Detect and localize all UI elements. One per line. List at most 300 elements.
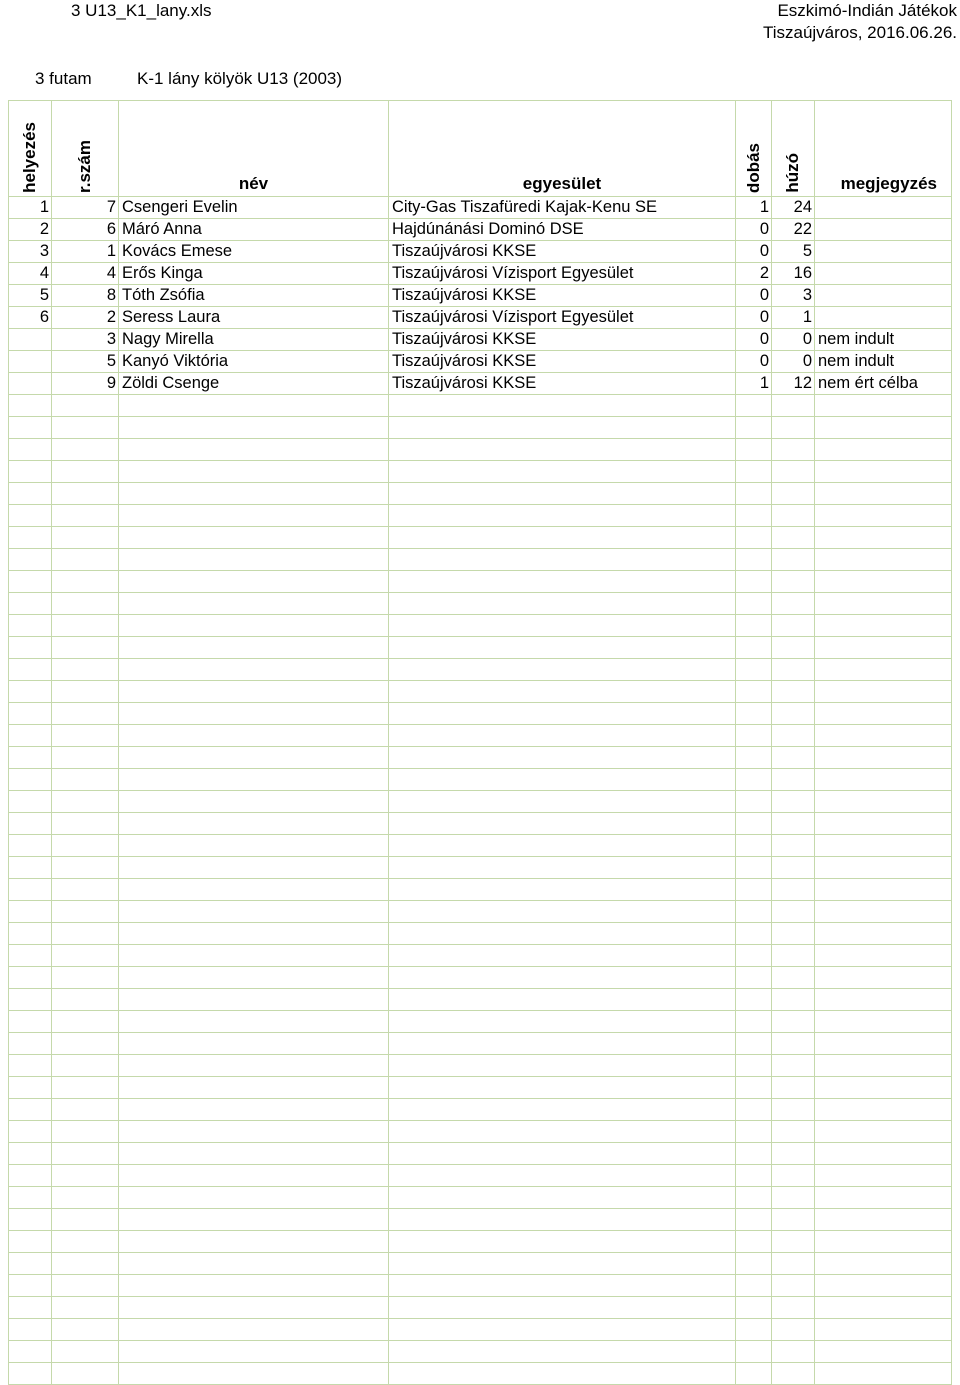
empty-cell [389, 1297, 736, 1319]
cell-throws: 1 [736, 373, 772, 395]
empty-cell [52, 1363, 119, 1385]
empty-row [9, 1099, 952, 1121]
empty-cell [119, 835, 389, 857]
empty-cell [736, 835, 772, 857]
empty-cell [772, 549, 815, 571]
empty-cell [736, 923, 772, 945]
cell-name: Erős Kinga [119, 263, 389, 285]
empty-cell [736, 593, 772, 615]
empty-cell [772, 527, 815, 549]
empty-cell [119, 1121, 389, 1143]
empty-cell [815, 1165, 952, 1187]
cell-name: Csengeri Evelin [119, 197, 389, 219]
empty-cell [772, 769, 815, 791]
empty-cell [9, 879, 52, 901]
empty-cell [52, 1055, 119, 1077]
empty-cell [772, 1341, 815, 1363]
empty-cell [736, 1121, 772, 1143]
empty-cell [9, 1033, 52, 1055]
cell-club: City-Gas Tiszafüredi Kajak-Kenu SE [389, 197, 736, 219]
empty-cell [815, 901, 952, 923]
empty-cell [736, 1099, 772, 1121]
empty-cell [9, 1121, 52, 1143]
empty-cell [52, 1297, 119, 1319]
empty-cell [52, 1099, 119, 1121]
cell-throws: 0 [736, 307, 772, 329]
empty-cell [119, 395, 389, 417]
empty-cell [119, 1165, 389, 1187]
empty-cell [389, 1121, 736, 1143]
empty-row [9, 703, 952, 725]
empty-cell [815, 769, 952, 791]
empty-cell [772, 659, 815, 681]
empty-cell [736, 1319, 772, 1341]
cell-pulls: 1 [772, 307, 815, 329]
cell-place [9, 373, 52, 395]
empty-cell [736, 659, 772, 681]
empty-cell [389, 549, 736, 571]
empty-cell [389, 571, 736, 593]
empty-cell [815, 417, 952, 439]
empty-cell [736, 1363, 772, 1385]
cell-club: Hajdúnánási Dominó DSE [389, 219, 736, 241]
empty-cell [52, 1275, 119, 1297]
empty-cell [815, 725, 952, 747]
cell-place: 4 [9, 263, 52, 285]
empty-cell [119, 1011, 389, 1033]
empty-cell [119, 945, 389, 967]
empty-row [9, 527, 952, 549]
cell-pulls: 22 [772, 219, 815, 241]
empty-cell [9, 549, 52, 571]
empty-cell [389, 1011, 736, 1033]
empty-cell [736, 1165, 772, 1187]
empty-row [9, 505, 952, 527]
empty-cell [389, 1231, 736, 1253]
empty-cell [736, 791, 772, 813]
cell-note: nem indult [815, 329, 952, 351]
empty-cell [815, 1297, 952, 1319]
empty-cell [772, 1363, 815, 1385]
empty-cell [9, 461, 52, 483]
empty-cell [9, 593, 52, 615]
empty-cell [815, 989, 952, 1011]
empty-cell [815, 1143, 952, 1165]
cell-note: nem ért célba [815, 373, 952, 395]
empty-cell [52, 681, 119, 703]
empty-row [9, 1363, 952, 1385]
empty-cell [815, 1209, 952, 1231]
empty-cell [815, 1341, 952, 1363]
empty-cell [389, 615, 736, 637]
empty-cell [52, 527, 119, 549]
empty-cell [815, 1187, 952, 1209]
empty-cell [119, 417, 389, 439]
col-header-note: megjegyzés [815, 101, 952, 197]
empty-cell [9, 681, 52, 703]
empty-cell [736, 395, 772, 417]
empty-cell [736, 747, 772, 769]
empty-cell [389, 1099, 736, 1121]
cell-note [815, 197, 952, 219]
empty-cell [52, 857, 119, 879]
empty-cell [9, 835, 52, 857]
cell-throws: 0 [736, 241, 772, 263]
empty-cell [389, 1033, 736, 1055]
empty-cell [815, 571, 952, 593]
cell-name: Máró Anna [119, 219, 389, 241]
empty-row [9, 1121, 952, 1143]
empty-cell [119, 637, 389, 659]
empty-row [9, 989, 952, 1011]
empty-cell [815, 615, 952, 637]
empty-cell [9, 945, 52, 967]
empty-cell [9, 395, 52, 417]
empty-row [9, 1253, 952, 1275]
empty-cell [9, 439, 52, 461]
empty-cell [389, 483, 736, 505]
empty-cell [736, 1011, 772, 1033]
empty-cell [9, 703, 52, 725]
cell-note [815, 219, 952, 241]
empty-cell [389, 857, 736, 879]
empty-cell [52, 505, 119, 527]
empty-cell [389, 747, 736, 769]
empty-cell [389, 1275, 736, 1297]
empty-cell [772, 1209, 815, 1231]
empty-row [9, 1187, 952, 1209]
col-header-place [9, 101, 52, 197]
table-row [9, 263, 952, 285]
empty-cell [9, 725, 52, 747]
empty-cell [815, 923, 952, 945]
cell-note [815, 307, 952, 329]
empty-cell [772, 989, 815, 1011]
empty-cell [119, 1253, 389, 1275]
empty-row [9, 1143, 952, 1165]
empty-cell [389, 659, 736, 681]
empty-cell [772, 1319, 815, 1341]
empty-cell [772, 967, 815, 989]
empty-cell [9, 1165, 52, 1187]
empty-cell [772, 923, 815, 945]
empty-cell [772, 417, 815, 439]
table-row [9, 285, 952, 307]
empty-cell [9, 1275, 52, 1297]
empty-cell [815, 1275, 952, 1297]
empty-cell [736, 1297, 772, 1319]
empty-row [9, 439, 952, 461]
empty-cell [736, 989, 772, 1011]
empty-cell [772, 725, 815, 747]
empty-cell [389, 1253, 736, 1275]
empty-cell [119, 967, 389, 989]
empty-cell [9, 857, 52, 879]
empty-cell [736, 527, 772, 549]
empty-row [9, 593, 952, 615]
empty-cell [736, 615, 772, 637]
empty-cell [9, 967, 52, 989]
empty-cell [9, 505, 52, 527]
col-header-bib [52, 101, 119, 197]
empty-cell [389, 725, 736, 747]
cell-club: Tiszaújvárosi KKSE [389, 351, 736, 373]
empty-cell [815, 461, 952, 483]
empty-row [9, 681, 952, 703]
cell-club: Tiszaújvárosi Vízisport Egyesület [389, 263, 736, 285]
cell-name: Seress Laura [119, 307, 389, 329]
empty-cell [9, 1297, 52, 1319]
empty-row [9, 835, 952, 857]
empty-cell [9, 1341, 52, 1363]
empty-cell [9, 1319, 52, 1341]
empty-cell [815, 505, 952, 527]
empty-cell [389, 1055, 736, 1077]
empty-cell [815, 659, 952, 681]
cell-place [9, 329, 52, 351]
empty-cell [119, 813, 389, 835]
cell-name: Zöldi Csenge [119, 373, 389, 395]
empty-cell [772, 593, 815, 615]
empty-row [9, 461, 952, 483]
empty-cell [389, 901, 736, 923]
empty-cell [119, 615, 389, 637]
col-header-pulls-label: húzó [783, 153, 802, 193]
empty-cell [52, 901, 119, 923]
empty-row [9, 725, 952, 747]
empty-row [9, 747, 952, 769]
cell-bib: 6 [52, 219, 119, 241]
empty-cell [9, 1077, 52, 1099]
empty-cell [52, 461, 119, 483]
cell-place: 5 [9, 285, 52, 307]
empty-row [9, 395, 952, 417]
header-row [9, 101, 952, 197]
empty-cell [52, 835, 119, 857]
cell-club: Tiszaújvárosi KKSE [389, 329, 736, 351]
empty-cell [772, 945, 815, 967]
empty-cell [815, 439, 952, 461]
empty-cell [52, 967, 119, 989]
empty-cell [815, 703, 952, 725]
empty-cell [815, 593, 952, 615]
empty-cell [772, 1275, 815, 1297]
empty-cell [119, 1341, 389, 1363]
empty-cell [9, 571, 52, 593]
empty-cell [52, 1341, 119, 1363]
empty-cell [119, 593, 389, 615]
col-header-club: egyesület [389, 101, 736, 197]
cell-throws: 0 [736, 329, 772, 351]
empty-cell [815, 1033, 952, 1055]
empty-cell [736, 1231, 772, 1253]
empty-cell [52, 1077, 119, 1099]
empty-cell [736, 1209, 772, 1231]
cell-place: 3 [9, 241, 52, 263]
empty-cell [119, 681, 389, 703]
empty-cell [389, 923, 736, 945]
empty-cell [772, 1011, 815, 1033]
empty-cell [815, 1011, 952, 1033]
empty-cell [52, 703, 119, 725]
empty-cell [52, 813, 119, 835]
cell-pulls: 0 [772, 351, 815, 373]
cell-pulls: 24 [772, 197, 815, 219]
empty-cell [9, 1209, 52, 1231]
cell-place: 1 [9, 197, 52, 219]
empty-cell [389, 527, 736, 549]
empty-cell [736, 703, 772, 725]
event-title: Eszkimó-Indián Játékok [777, 1, 957, 20]
empty-cell [9, 1187, 52, 1209]
empty-cell [119, 1099, 389, 1121]
empty-cell [772, 615, 815, 637]
empty-cell [772, 1231, 815, 1253]
cell-club: Tiszaújvárosi KKSE [389, 241, 736, 263]
empty-cell [52, 989, 119, 1011]
empty-cell [52, 1143, 119, 1165]
cell-throws: 1 [736, 197, 772, 219]
empty-cell [9, 1363, 52, 1385]
empty-cell [815, 1231, 952, 1253]
empty-cell [736, 1253, 772, 1275]
empty-row [9, 659, 952, 681]
empty-cell [52, 593, 119, 615]
cell-throws: 0 [736, 285, 772, 307]
empty-row [9, 549, 952, 571]
empty-cell [9, 813, 52, 835]
empty-cell [119, 439, 389, 461]
empty-cell [119, 1187, 389, 1209]
empty-cell [389, 439, 736, 461]
empty-cell [9, 747, 52, 769]
empty-cell [772, 835, 815, 857]
empty-cell [52, 1187, 119, 1209]
empty-cell [736, 461, 772, 483]
empty-cell [815, 791, 952, 813]
empty-cell [119, 1231, 389, 1253]
empty-cell [736, 571, 772, 593]
empty-cell [389, 681, 736, 703]
empty-cell [119, 1275, 389, 1297]
empty-cell [119, 769, 389, 791]
empty-row [9, 769, 952, 791]
empty-row [9, 857, 952, 879]
empty-cell [119, 1143, 389, 1165]
empty-cell [52, 483, 119, 505]
empty-cell [815, 857, 952, 879]
empty-cell [119, 1055, 389, 1077]
empty-cell [772, 1099, 815, 1121]
empty-row [9, 615, 952, 637]
empty-cell [389, 1319, 736, 1341]
empty-cell [52, 769, 119, 791]
empty-cell [736, 1341, 772, 1363]
cell-place: 2 [9, 219, 52, 241]
cell-throws: 0 [736, 219, 772, 241]
results-table [8, 100, 952, 1385]
empty-cell [815, 637, 952, 659]
empty-cell [119, 1077, 389, 1099]
empty-cell [736, 1275, 772, 1297]
empty-cell [52, 923, 119, 945]
cell-pulls: 5 [772, 241, 815, 263]
empty-cell [119, 483, 389, 505]
table-row [9, 307, 952, 329]
cell-bib: 5 [52, 351, 119, 373]
cell-note [815, 263, 952, 285]
empty-cell [389, 703, 736, 725]
empty-cell [9, 417, 52, 439]
empty-cell [815, 879, 952, 901]
empty-cell [119, 1209, 389, 1231]
empty-cell [736, 1055, 772, 1077]
empty-cell [772, 1297, 815, 1319]
empty-cell [815, 527, 952, 549]
empty-cell [52, 747, 119, 769]
cell-bib: 8 [52, 285, 119, 307]
cell-pulls: 16 [772, 263, 815, 285]
empty-cell [736, 505, 772, 527]
empty-cell [736, 1033, 772, 1055]
empty-cell [815, 395, 952, 417]
empty-row [9, 1011, 952, 1033]
empty-cell [9, 1055, 52, 1077]
empty-cell [52, 879, 119, 901]
empty-cell [736, 967, 772, 989]
cell-name: Kovács Emese [119, 241, 389, 263]
empty-row [9, 637, 952, 659]
empty-cell [815, 835, 952, 857]
empty-cell [52, 725, 119, 747]
empty-cell [9, 483, 52, 505]
table-row [9, 351, 952, 373]
empty-cell [9, 901, 52, 923]
empty-cell [119, 989, 389, 1011]
empty-cell [52, 417, 119, 439]
empty-cell [736, 417, 772, 439]
empty-cell [119, 857, 389, 879]
empty-cell [389, 1341, 736, 1363]
cell-pulls: 3 [772, 285, 815, 307]
empty-cell [119, 1297, 389, 1319]
empty-cell [389, 989, 736, 1011]
empty-cell [736, 879, 772, 901]
empty-cell [772, 1253, 815, 1275]
empty-cell [9, 1253, 52, 1275]
empty-cell [52, 549, 119, 571]
empty-row [9, 483, 952, 505]
file-name: 3 U13_K1_lany.xls [71, 1, 212, 20]
empty-cell [119, 461, 389, 483]
col-header-place-label: helyezés [20, 122, 39, 193]
col-header-name: név [119, 101, 389, 197]
empty-cell [736, 681, 772, 703]
empty-row [9, 1297, 952, 1319]
empty-cell [52, 1209, 119, 1231]
empty-row [9, 945, 952, 967]
empty-cell [736, 439, 772, 461]
empty-cell [389, 1209, 736, 1231]
cell-throws: 0 [736, 351, 772, 373]
empty-cell [736, 725, 772, 747]
cell-club: Tiszaújvárosi KKSE [389, 285, 736, 307]
empty-cell [772, 395, 815, 417]
empty-row [9, 1275, 952, 1297]
cell-pulls: 12 [772, 373, 815, 395]
empty-cell [736, 483, 772, 505]
empty-cell [52, 659, 119, 681]
